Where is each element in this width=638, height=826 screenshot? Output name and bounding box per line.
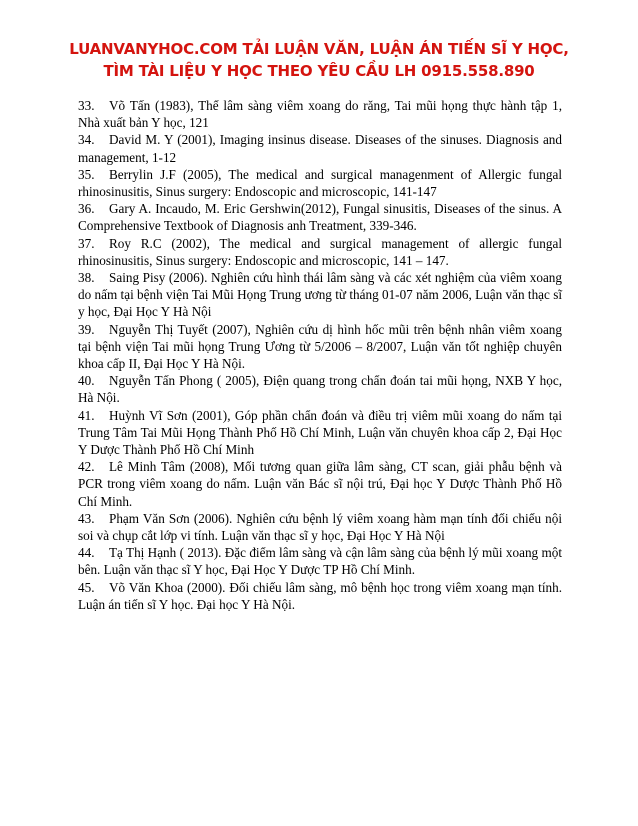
reference-number: 40. xyxy=(78,373,95,389)
reference-item xyxy=(78,372,562,406)
reference-text: Huỳnh Vĩ Sơn (2001), Góp phần chẩn đoán và điều trị viêm mũi xoang do nấm tại Trung Tâm Tai Mũi Họng Thành Phố Hồ Chí Minh, Luận văn chuyên khoa cấp 2, Đại Học Y Dược Thành Phố Hồ Chí Minh xyxy=(78,407,562,458)
header-line-2: TÌM TÀI LIỆU Y HỌC THEO YÊU CẦU LH 0915.558.890 xyxy=(103,62,535,80)
reference-number: 45. xyxy=(78,579,95,595)
reference-item xyxy=(78,200,562,234)
reference-number: 34. xyxy=(78,132,95,148)
reference-text: Tạ Thị Hạnh ( 2013). Đặc điểm lâm sàng và cận lâm sàng của bệnh lý mũi xoang một bên. Luận văn thạc sĩ Y học, Đại Học Y Dược TP Hồ Chí Minh. xyxy=(78,545,562,578)
reference-text: Saing Pisy (2006). Nghiên cứu hình thái lâm sàng và các xét nghiệm của viêm xoang do nấm tại bệnh viện Tai Mũi Họng Trung ương từ tháng 01-07 năm 2006, Luận văn thạc sĩ y học, Đại Học Y Hà Nội xyxy=(78,270,562,320)
reference-item xyxy=(78,544,562,578)
reference-number: 44. xyxy=(78,545,95,561)
reference-item xyxy=(78,269,562,321)
reference-item xyxy=(78,235,562,269)
reference-text: Nguyễn Thị Tuyết (2007), Nghiên cứu dị hình hốc mũi trên bệnh nhân viêm xoang tại bệnh viện Tai mũi họng Trung Ương từ 5/2006 – 8/2007, Luận văn tốt nghiệp chuyên khoa cấp II, Đại Học Y Hà Nội. xyxy=(78,321,562,372)
reference-number: 41. xyxy=(78,407,95,423)
reference-text: Gary A. Incaudo, M. Eric Gershwin(2012), Fungal sinusitis, Diseases of the sinus. A Comprehensive Textbook of Diagnosis anh Treatment, 339-346. xyxy=(78,201,562,234)
reference-text: Berrylin J.F (2005), The medical and surgical managenment of Allergic fungal rhinosinusitis, Sinus surgery: Endoscopic and microscopic, 141-147 xyxy=(78,166,562,200)
reference-number: 43. xyxy=(78,510,95,526)
reference-text: Lê Minh Tâm (2008), Mối tương quan giữa lâm sàng, CT scan, giải phẫu bệnh và PCR trong viêm xoang do nấm. Luận văn Bác sĩ nội trú, Đại học Y Dược Thành Phố Hồ Chí Minh. xyxy=(78,459,562,509)
reference-text: Nguyễn Tấn Phong ( 2005), Điện quang trong chẩn đoán tai mũi họng, NXB Y học, Hà Nội. xyxy=(78,373,562,406)
reference-text: Võ Văn Khoa (2000). Đối chiếu lâm sàng, mô bệnh học trong viêm xoang mạn tính. Luận án tiến sĩ Y học. Đại học Y Hà Nội. xyxy=(78,579,562,612)
reference-number: 42. xyxy=(78,459,95,475)
reference-item xyxy=(78,407,562,459)
reference-text: David M. Y (2001), Imaging insinus disease. Diseases of the sinuses. Diagnosis and management, 1-12 xyxy=(78,132,562,165)
reference-text: Võ Tấn (1983), Thể lâm sàng viêm xoang do răng, Tai mũi họng thực hành tập 1, Nhà xuất bản Y học, 121 xyxy=(78,98,562,131)
reference-number: 39. xyxy=(78,321,95,337)
reference-item xyxy=(78,166,562,200)
reference-item xyxy=(78,510,562,544)
reference-number: 37. xyxy=(78,235,95,251)
reference-number: 38. xyxy=(78,270,95,286)
reference-item xyxy=(78,458,562,510)
reference-number: 36. xyxy=(78,201,95,217)
reference-list xyxy=(78,97,562,613)
reference-text: Phạm Văn Sơn (2006). Nghiên cứu bệnh lý viêm xoang hàm mạn tính đối chiếu nội soi và chụp cắt lớp vi tính. Luận văn thạc sĩ y học, Đại Học Y Hà Nội xyxy=(78,510,562,544)
header-line-1: LUANVANYHOC.COM TẢI LUẬN VĂN, LUẬN ÁN TIẾN SĨ Y HỌC, xyxy=(69,40,569,58)
reference-number: 33. xyxy=(78,98,95,113)
reference-item xyxy=(78,131,562,165)
reference-item xyxy=(78,579,562,613)
reference-item xyxy=(78,321,562,373)
reference-item xyxy=(78,97,562,131)
page-header-banner xyxy=(0,38,638,82)
reference-text: Roy R.C (2002), The medical and surgical management of allergic fungal rhinosinusitis, Sinus surgery: Endoscopic and microscopic, 141 – 147. xyxy=(78,235,562,268)
reference-number: 35. xyxy=(78,166,95,182)
